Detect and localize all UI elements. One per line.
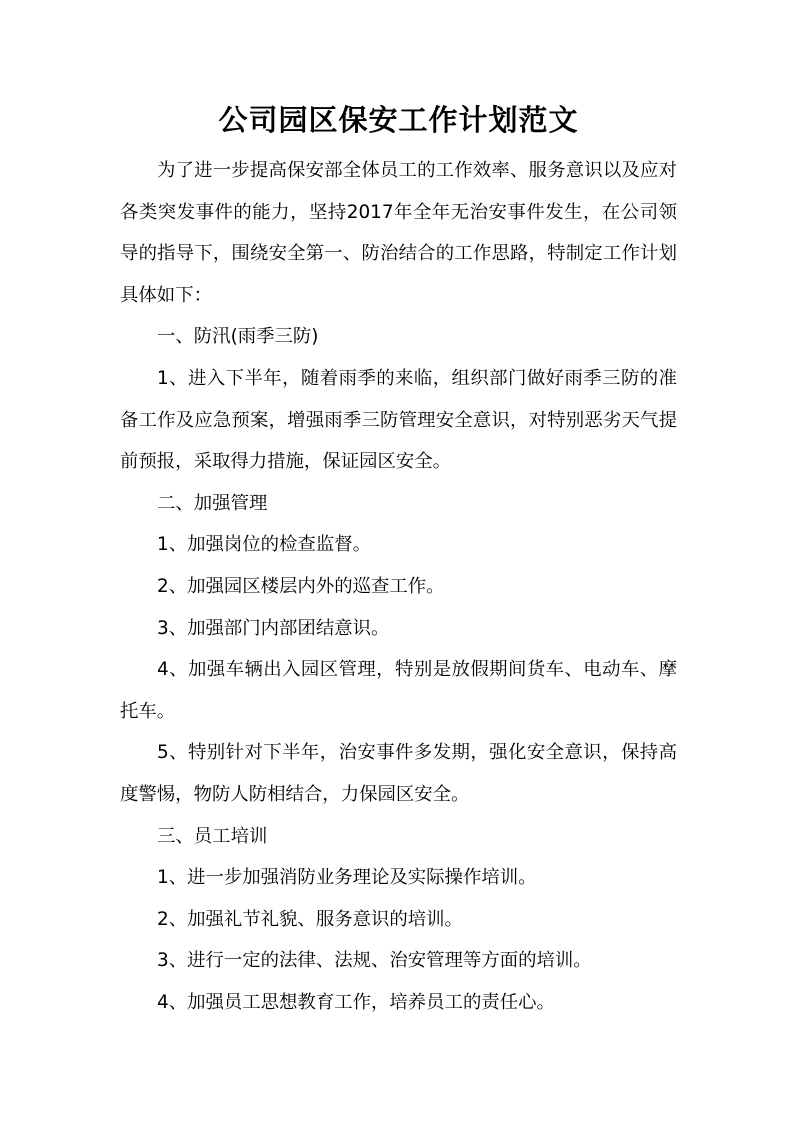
paragraph-management-item-3: 3、加强部门内部团结意识。	[157, 617, 390, 639]
paragraph-training-item-1: 1、进一步加强消防业务理论及实际操作培训。	[157, 867, 537, 889]
paragraph-training-item-4: 4、加强员工思想教育工作，培养员工的责任心。	[157, 991, 555, 1013]
section-heading-management: 二、加强管理	[157, 492, 268, 514]
document-title: 公司园区保安工作计划范文	[218, 103, 579, 137]
document-body	[120, 150, 677, 1023]
paragraph-management-item-1: 1、加强岗位的检查监督。	[157, 534, 371, 556]
section-heading-training: 三、员工培训	[157, 825, 268, 847]
paragraph-intro: 为了进一步提高保安部全体员工的工作效率、服务意识以及应对各类突发事件的能力，坚持2017年全年无治安事件发生，在公司领导的指导下，围绕安全第一、防治结合的工作思路，特制定工作计划具体如下：	[120, 160, 677, 306]
paragraph-management-item-5: 5、特别针对下半年，治安事件多发期，强化安全意识，保持高度警惕，物防人防相结合，力保园区安全。	[120, 742, 677, 805]
paragraph-flood-item-1: 1、进入下半年，随着雨季的来临，组织部门做好雨季三防的准备工作及应急预案，增强雨季三防管理安全意识，对特别恶劣天气提前预报，采取得力措施，保证园区安全。	[120, 367, 677, 473]
paragraph-management-item-2: 2、加强园区楼层内外的巡查工作。	[157, 575, 445, 597]
section-heading-flood-control: 一、防汛(雨季三防)	[157, 326, 319, 348]
paragraph-training-item-3: 3、进行一定的法律、法规、治安管理等方面的培训。	[157, 950, 592, 972]
paragraph-management-item-4: 4、加强车辆出入园区管理，特别是放假期间货车、电动车、摩托车。	[120, 659, 677, 722]
paragraph-training-item-2: 2、加强礼节礼貌、服务意识的培训。	[157, 908, 463, 930]
